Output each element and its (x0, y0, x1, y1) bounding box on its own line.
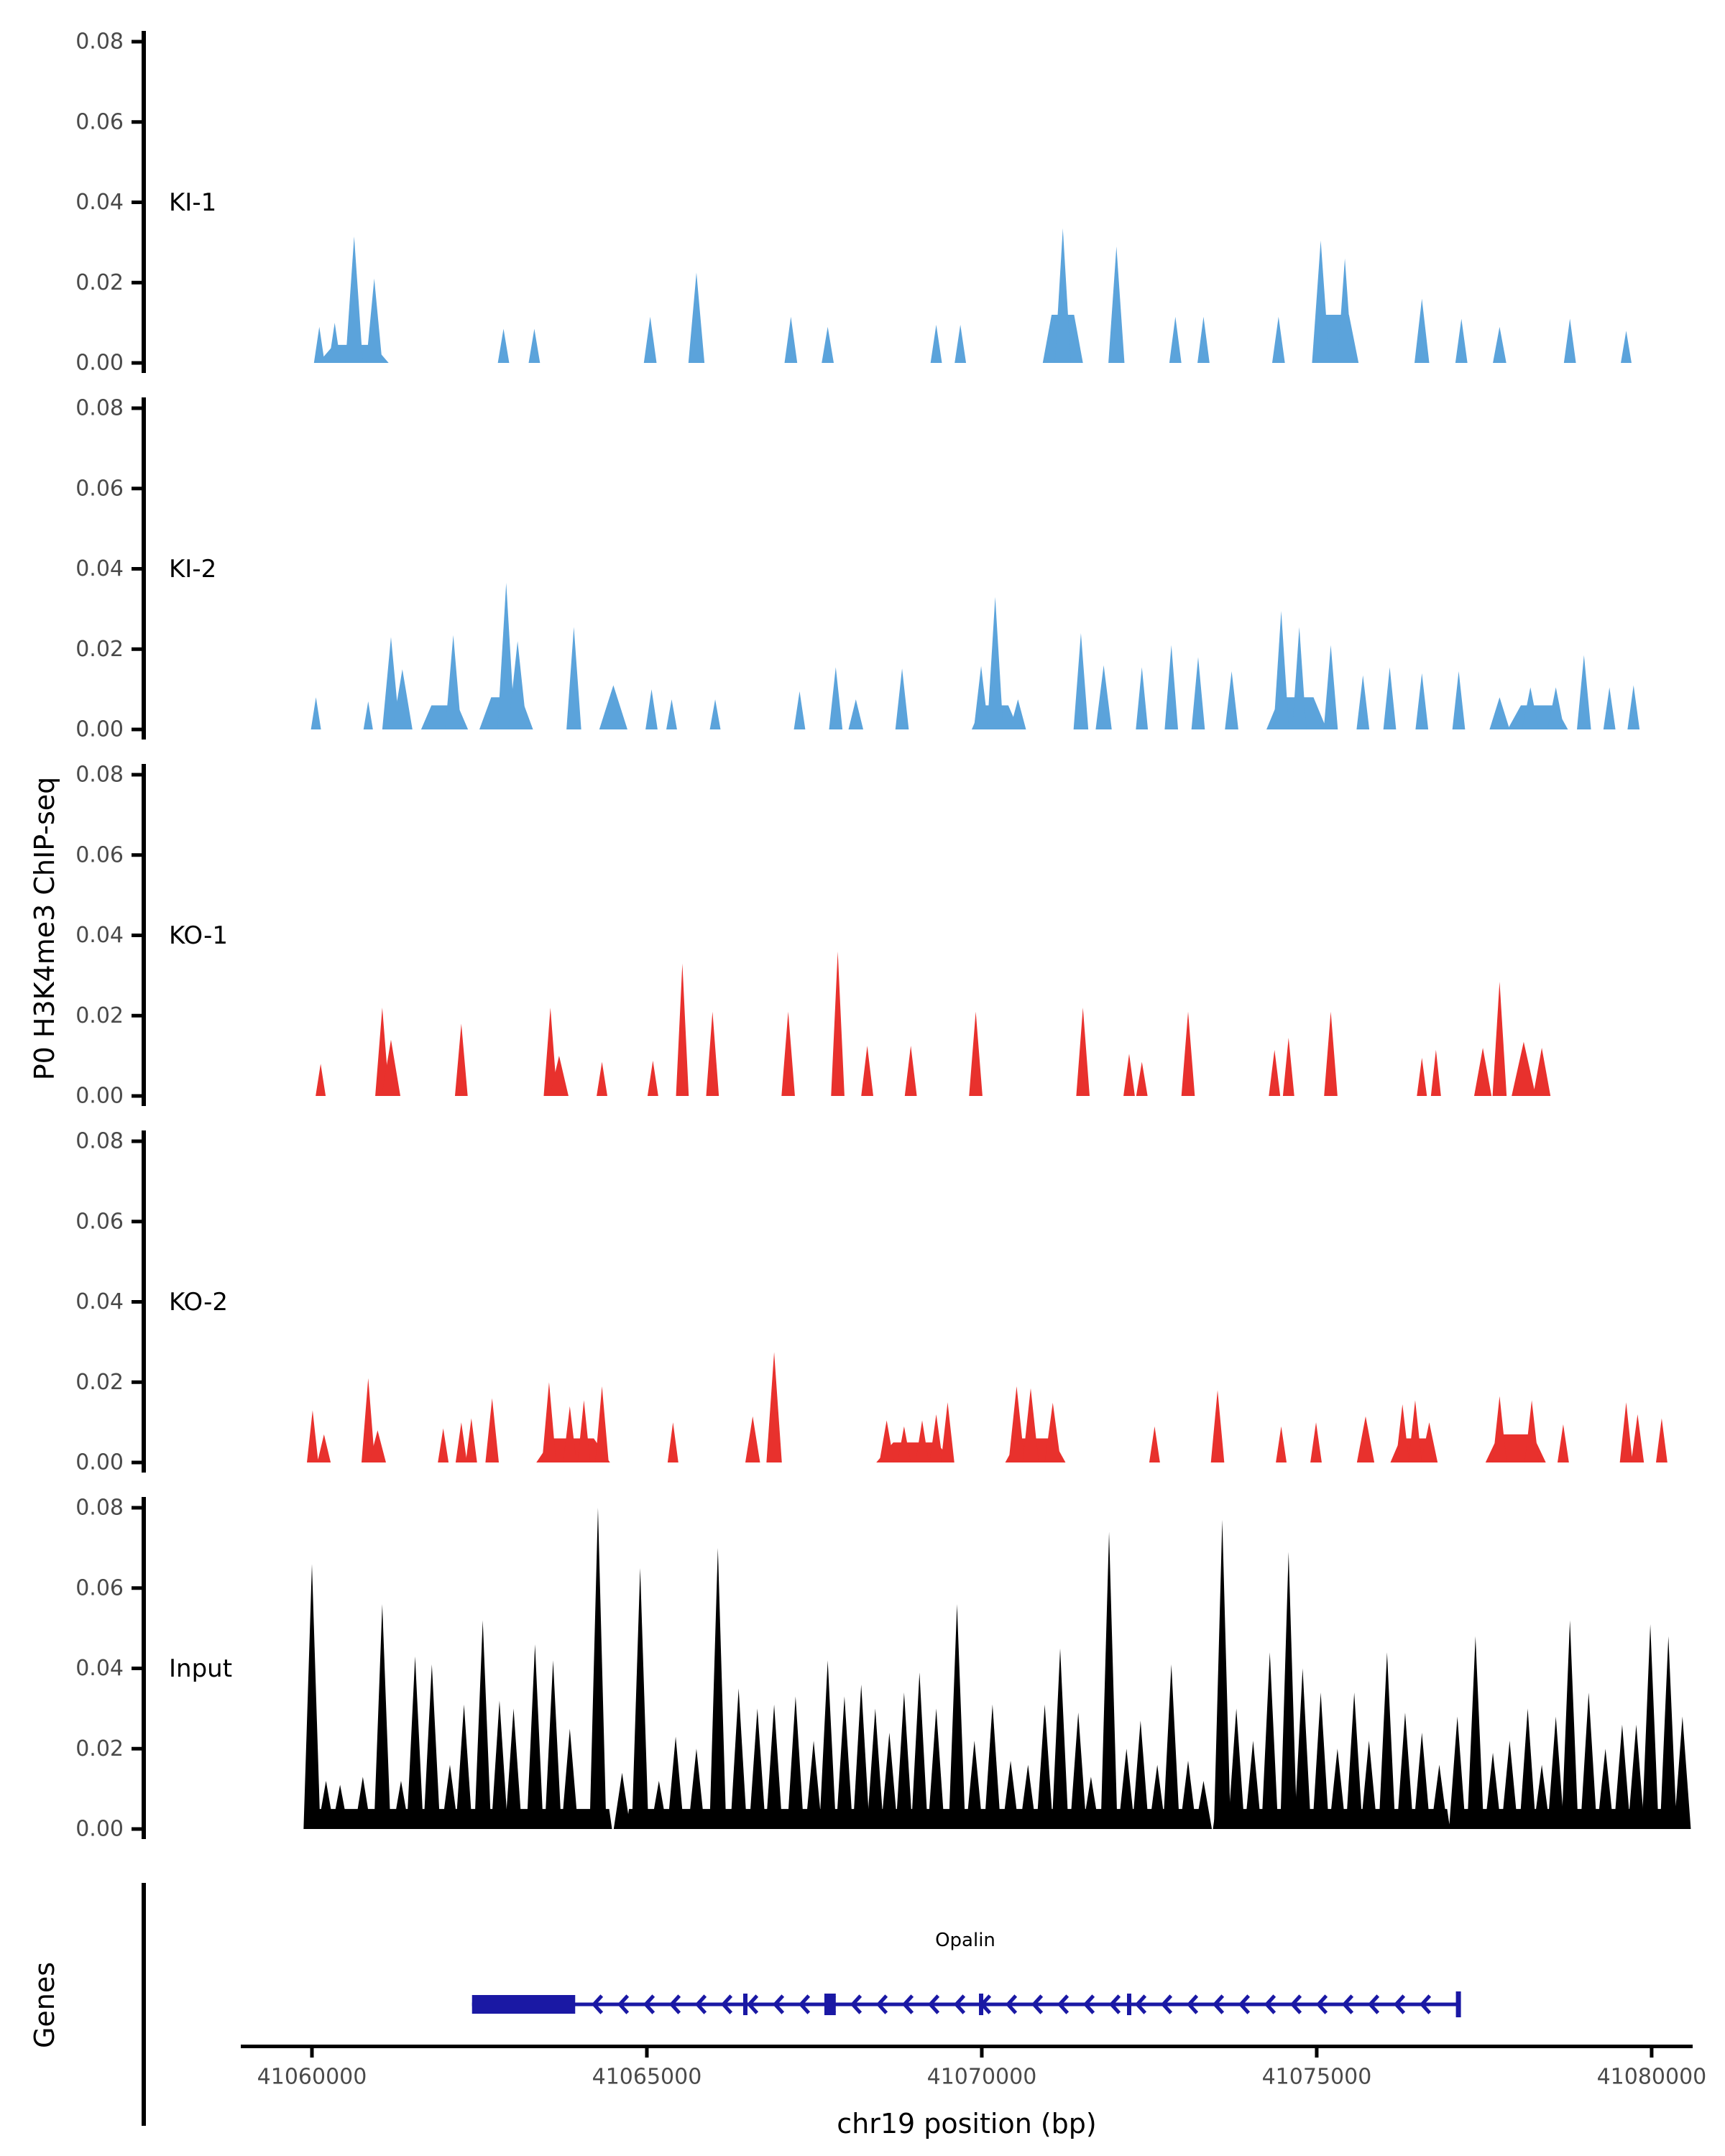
signal-peak (1581, 1692, 1597, 1829)
signal-peak (1474, 1048, 1491, 1096)
y-tick (132, 728, 144, 732)
genes-axis-line (142, 1883, 146, 2126)
y-tick-label: 0.08 (75, 762, 124, 788)
signal-peak (1493, 982, 1507, 1096)
signal-peak (984, 1705, 1000, 1829)
signal-peak (1179, 1761, 1196, 1829)
y-tick-label: 0.04 (75, 1289, 124, 1314)
signal-peak (1045, 1403, 1061, 1462)
signal-peak (831, 952, 845, 1096)
signal-peak (1329, 1749, 1346, 1829)
signal-peak (1357, 1416, 1374, 1462)
signal-peak (1272, 317, 1285, 363)
gene-model (472, 1991, 1461, 2017)
signal-peak (1283, 1038, 1294, 1096)
signal-peak (1197, 317, 1210, 363)
signal-peak (1562, 1620, 1578, 1829)
signal-peak (931, 325, 942, 363)
x-tick (1650, 2047, 1653, 2058)
signal-peak (1533, 1765, 1550, 1829)
signal-peak (916, 1420, 929, 1462)
signal-peak (1228, 1708, 1244, 1829)
signal-peak (928, 1708, 944, 1829)
signal-peak (1074, 633, 1089, 729)
signal-peak (542, 1382, 556, 1462)
signal-peak (749, 1708, 765, 1829)
y-tick-label: 0.04 (75, 1656, 124, 1681)
y-tick-label: 0.02 (75, 270, 124, 295)
signal-peak (474, 1620, 491, 1829)
y-tick (132, 567, 144, 571)
signal-peak (438, 1429, 448, 1462)
signal-peak (1409, 1400, 1422, 1462)
y-tick-label: 0.06 (75, 1209, 124, 1235)
x-axis-line (241, 2045, 1693, 2048)
signal-peak (787, 1697, 804, 1829)
signal-peak (905, 1046, 917, 1096)
signal-peak (1095, 665, 1111, 729)
y-tick-label: 0.04 (75, 190, 124, 215)
y-axis-title: P0 H3K4me3 ChIP-seq (29, 776, 60, 1081)
y-tick-label: 0.04 (75, 556, 124, 581)
signal-peak (765, 1705, 782, 1829)
signal-peak (688, 1749, 704, 1829)
signal-peak (441, 1765, 458, 1829)
y-tick (132, 1747, 144, 1751)
signal-peak (456, 1422, 467, 1462)
x-tick-label: 41070000 (926, 2064, 1037, 2090)
signal-peak (1020, 1765, 1036, 1829)
signal-peak (1082, 1777, 1099, 1829)
signal-peak (1397, 1713, 1413, 1829)
x-axis-title: chr19 position (bp) (837, 2108, 1097, 2139)
y-tick-label: 0.08 (75, 29, 124, 55)
signal-peak (614, 1773, 630, 1829)
signal-peak (668, 1422, 678, 1462)
y-tick (132, 853, 144, 857)
signal-peak (1136, 1062, 1148, 1096)
x-tick (310, 2047, 314, 2058)
y-tick (132, 40, 144, 44)
signal-peak (331, 1785, 348, 1829)
signal-peak (929, 1414, 943, 1462)
signal-peak (730, 1688, 747, 1829)
signal-peak (407, 1657, 423, 1829)
signal-peak (969, 1012, 983, 1096)
signal-peak (1108, 247, 1124, 363)
y-tick-label: 0.06 (75, 842, 124, 868)
signal-peak (632, 1568, 648, 1829)
signal-peak (766, 1352, 781, 1462)
signal-peak (974, 666, 989, 729)
y-tick (132, 1506, 144, 1510)
signal-peak (645, 689, 658, 729)
signal-peak (1214, 1520, 1230, 1829)
signal-peak (1415, 673, 1428, 729)
signal-peak (987, 597, 1003, 729)
signal-peak (392, 1781, 409, 1829)
signal-peak (1604, 687, 1616, 729)
signal-peak (545, 1660, 561, 1829)
signal-peak (1280, 1552, 1297, 1829)
signal-peak (1149, 1427, 1160, 1462)
signal-peak (710, 699, 721, 729)
signal-peak (706, 1012, 719, 1096)
signal-peak (1008, 1386, 1024, 1462)
signal-peak (836, 1697, 852, 1829)
y-tick-label: 0.06 (75, 1575, 124, 1601)
y-tick (132, 1381, 144, 1384)
signal-peak (1533, 1048, 1550, 1096)
y-tick-label: 0.00 (75, 1083, 124, 1109)
signal-peak (1621, 331, 1632, 363)
signal-peak (1431, 1050, 1441, 1096)
y-tick (132, 120, 144, 124)
signal-peak (528, 329, 540, 363)
track-label: Input (169, 1654, 233, 1683)
y-tick (132, 773, 144, 777)
y-tick (132, 361, 144, 365)
signal-peak (328, 323, 341, 363)
signal-peak (1614, 1725, 1630, 1829)
signal-peak (1312, 241, 1329, 363)
y-tick (132, 407, 144, 410)
signal-peak (650, 1781, 667, 1829)
signal-peak (1547, 1717, 1564, 1829)
signal-peak (1261, 1652, 1278, 1829)
signal-peak (374, 1604, 390, 1829)
signal-peak (822, 327, 834, 363)
y-tick-label: 0.00 (75, 350, 124, 376)
x-tick-label: 41075000 (1261, 2064, 1372, 2090)
signal-peak (1076, 1008, 1090, 1096)
signal-peak (911, 1672, 928, 1829)
signal-peak (1070, 1713, 1087, 1829)
signal-peak (785, 317, 798, 363)
x-tick-label: 41065000 (592, 2064, 702, 2090)
signal-peak (1449, 1717, 1466, 1829)
y-tick (132, 1140, 144, 1143)
y-tick-label: 0.06 (75, 476, 124, 502)
y-tick-label: 0.02 (75, 1369, 124, 1395)
signal-peak (1417, 1058, 1427, 1096)
x-tick-label: 41080000 (1596, 2064, 1707, 2090)
signal-peak (589, 1508, 606, 1829)
signal-peak (1310, 1422, 1322, 1462)
signal-peak (644, 317, 657, 363)
track-signal-KO-1 (316, 952, 1550, 1096)
track-signal-KO-2 (307, 1352, 1668, 1462)
signal-peak (949, 1604, 965, 1829)
track-label: KI-2 (169, 555, 217, 584)
signal-peak (314, 327, 325, 363)
signal-peak (303, 1564, 320, 1829)
signal-peak (1396, 1404, 1409, 1462)
genes-axis-title: Genes (29, 1961, 60, 2049)
signal-peak (1361, 1741, 1377, 1829)
y-tick (132, 1461, 144, 1465)
signal-peak (1195, 1781, 1212, 1829)
gene-name-label: Opalin (935, 1930, 995, 1951)
y-tick (132, 1014, 144, 1018)
signal-peak (1660, 1636, 1677, 1829)
signal-peak (561, 1728, 578, 1829)
signal-peak (566, 627, 581, 729)
signal-peak (867, 1708, 883, 1829)
signal-peak (805, 1741, 822, 1829)
signal-peak (1674, 1717, 1690, 1829)
signal-peak (794, 691, 806, 729)
y-tick-label: 0.04 (75, 923, 124, 948)
signal-peak (1627, 686, 1639, 729)
signal-peak (1123, 1054, 1135, 1096)
signal-peak (1379, 1652, 1395, 1829)
signal-peak (491, 1700, 507, 1829)
signal-peak (1225, 671, 1238, 729)
signal-peak (1414, 1733, 1430, 1829)
signal-peak (1276, 1427, 1287, 1462)
y-tick-label: 0.08 (75, 1495, 124, 1521)
signal-peak (861, 1046, 873, 1096)
signal-peak (1324, 645, 1338, 729)
y-tick-label: 0.02 (75, 636, 124, 662)
signal-peak (1169, 317, 1182, 363)
signal-peak (445, 635, 461, 729)
signal-peak (1338, 259, 1353, 363)
signal-peak (709, 1548, 726, 1829)
y-tick (132, 1586, 144, 1590)
signal-peak (1269, 1050, 1280, 1096)
signal-peak (364, 701, 373, 729)
signal-peak (498, 329, 510, 363)
signal-peak (896, 668, 909, 729)
signal-peak (1132, 1720, 1149, 1829)
signal-peak (879, 1420, 894, 1462)
track-signal-KI-2 (311, 583, 1640, 729)
signal-peak (1010, 699, 1026, 729)
signal-peak (781, 1012, 795, 1096)
signal-peak (1597, 1749, 1614, 1829)
signal-peak (316, 1064, 326, 1096)
signal-peak (527, 1644, 543, 1829)
signal-peak (1182, 1012, 1195, 1096)
x-tick (980, 2047, 983, 2058)
y-tick (132, 1300, 144, 1304)
signal-peak (1632, 1414, 1644, 1462)
x-tick (645, 2047, 648, 2058)
y-tick (132, 1828, 144, 1831)
signal-peak (689, 272, 704, 363)
signal-peak (829, 667, 842, 729)
signal-peak (597, 1062, 607, 1096)
signal-peak (1558, 1424, 1569, 1462)
signal-peak (1431, 1765, 1448, 1829)
y-tick-label: 0.06 (75, 109, 124, 135)
signal-peak (1384, 667, 1397, 729)
signal-peak (745, 1416, 760, 1462)
gene-utr-box (472, 1995, 576, 2014)
signal-peak (466, 1419, 477, 1462)
signal-peak (1493, 1396, 1507, 1462)
signal-peak (1356, 676, 1369, 729)
signal-peak (676, 964, 689, 1096)
signal-peak (311, 697, 321, 729)
signal-peak (666, 699, 677, 729)
x-tick (1315, 2047, 1318, 2058)
signal-peak (849, 699, 864, 729)
signal-peak (595, 1386, 609, 1462)
signal-peak (667, 1736, 684, 1829)
signal-peak (1164, 645, 1178, 729)
signal-peak (1294, 1669, 1311, 1830)
dynamic-chart-layer (75, 29, 1706, 2127)
signal-peak (1564, 319, 1576, 363)
signal-peak (1118, 1749, 1135, 1829)
y-tick-label: 0.08 (75, 395, 124, 421)
signal-peak (1346, 1692, 1362, 1829)
y-tick-label: 0.00 (75, 1816, 124, 1842)
track-label: KI-1 (169, 188, 217, 217)
signal-peak (1656, 1419, 1668, 1462)
signal-peak (1512, 1042, 1536, 1096)
signal-peak (1036, 1705, 1053, 1829)
signal-peak (1519, 1708, 1536, 1829)
signal-peak (505, 1708, 522, 1829)
signal-peak (1524, 1400, 1539, 1462)
signal-peak (966, 1741, 983, 1829)
signal-peak (1149, 1765, 1165, 1829)
signal-peak (456, 1705, 472, 1829)
signal-peak (1453, 671, 1466, 729)
signal-peak (1245, 1741, 1261, 1829)
gene-exon-mark (743, 1994, 748, 2015)
signal-peak (1324, 1012, 1338, 1096)
signal-peak (354, 1777, 371, 1829)
gene-exon-mark (979, 1994, 983, 2015)
gene-exon-box (824, 1994, 836, 2015)
signal-peak (1628, 1725, 1644, 1829)
y-tick (132, 201, 144, 204)
signal-peak (317, 1434, 331, 1462)
track-label: KO-1 (169, 921, 229, 950)
signal-peak (423, 1664, 440, 1829)
signal-peak (1136, 667, 1148, 729)
signal-peak (1052, 1649, 1068, 1829)
signal-peak (1023, 1388, 1039, 1462)
x-tick-label: 41060000 (257, 2064, 367, 2090)
y-tick (132, 1095, 144, 1098)
signal-peak (896, 1692, 912, 1829)
signal-peak (954, 325, 966, 363)
y-tick (132, 648, 144, 651)
signal-peak (819, 1660, 836, 1829)
signal-peak (578, 1400, 591, 1462)
gene-end-bar (1456, 1991, 1461, 2017)
signal-peak (1211, 1390, 1225, 1462)
signal-peak (941, 1402, 954, 1462)
signal-peak (1414, 299, 1430, 363)
y-tick (132, 1667, 144, 1670)
signal-peak (1642, 1624, 1658, 1829)
signal-peak (1467, 1636, 1484, 1829)
signal-peak (563, 1406, 576, 1462)
signal-peak (1493, 327, 1506, 363)
y-tick-label: 0.02 (75, 1736, 124, 1761)
signal-peak (307, 1410, 318, 1462)
track-signal-Input (303, 1508, 1690, 1829)
track-signal-KI-1 (314, 229, 1632, 363)
signal-peak (1501, 1741, 1518, 1829)
signal-peak (346, 236, 363, 363)
signal-peak (1100, 1532, 1117, 1829)
signal-peak (1163, 1664, 1179, 1829)
y-tick-label: 0.00 (75, 1450, 124, 1475)
signal-peak (1274, 611, 1289, 729)
track-label: KO-2 (169, 1288, 229, 1317)
y-tick-label: 0.02 (75, 1003, 124, 1028)
y-tick (132, 281, 144, 285)
gene-exon-mark (1127, 1994, 1131, 2015)
y-tick-label: 0.08 (75, 1128, 124, 1154)
y-tick (132, 487, 144, 490)
signal-peak (1292, 627, 1307, 729)
signal-peak (853, 1685, 870, 1829)
signal-peak (1055, 229, 1071, 363)
signal-peak (366, 279, 382, 363)
y-tick (132, 1220, 144, 1223)
signal-peak (455, 1023, 468, 1096)
y-tick (132, 934, 144, 937)
signal-peak (318, 1781, 334, 1829)
signal-peak (599, 686, 627, 729)
signal-peak (1455, 319, 1468, 363)
signal-peak (1620, 1402, 1633, 1462)
y-tick-label: 0.00 (75, 717, 124, 742)
signal-peak (485, 1399, 499, 1462)
signal-peak (1577, 655, 1591, 729)
signal-peak (1484, 1753, 1501, 1829)
signal-peak (1312, 1692, 1329, 1829)
signal-peak (881, 1733, 898, 1829)
signal-peak (1002, 1761, 1018, 1829)
signal-peak (1489, 697, 1509, 729)
signal-peak (648, 1061, 658, 1096)
signal-peak (1192, 657, 1205, 729)
